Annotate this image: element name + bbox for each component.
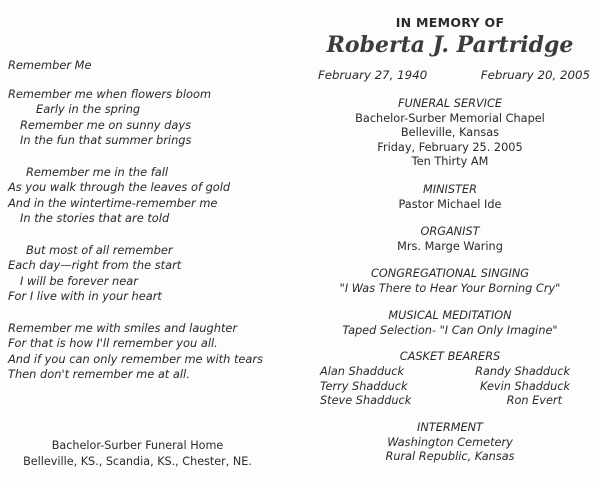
poem-line: Early in the spring [36,102,141,117]
meditation-selection: Taped Selection- "I Can Only Imagine" [342,323,558,337]
poem-line: In the stories that are told [20,211,170,226]
poem-stanza [8,87,298,149]
poem-line: For that is how I'll remember you all. [8,336,218,351]
poem-line: Remember me when flowers bloom [8,86,212,101]
deceased-name: Roberta J. Partridge [326,32,574,58]
poem-line: For I live with in your heart [8,289,162,304]
program [300,0,600,488]
poem-line: Each day—right from the start [8,258,182,273]
section-label: CASKET BEARERS [399,350,501,363]
bearer-name: Ron Evert [506,394,562,408]
bearer-name: Steve Shadduck [320,394,412,408]
life-dates [318,68,590,82]
organist-section [300,225,600,254]
section-label: INTERMENT [417,421,483,434]
minister-name: Pastor Michael Ide [398,197,502,211]
song-title: "I Was There to Hear Your Borning Cry" [339,281,561,295]
poem-line: And if you can only remember me with tears [8,351,264,366]
casket-bearers-list [320,365,570,409]
poem [8,58,298,398]
section-label: MINISTER [423,183,477,196]
casket-bearers-section [300,350,600,365]
bearer-row [320,365,570,380]
poem-line: I will be forever near [20,273,138,288]
service-time: Ten Thirty AM [411,155,489,169]
poem-line: But most of all remember [26,242,173,257]
poem-stanza [8,165,298,227]
poem-line: As you walk through the leaves of gold [8,180,231,195]
interment-location: Rural Republic, Kansas [385,450,515,464]
funeral-home-name: Bachelor-Surber Funeral Home [51,439,224,452]
poem-line: Remember me on sunny days [20,117,192,132]
service-city: Belleville, Kansas [400,126,500,140]
singing-section [300,267,600,296]
interment-place: Washington Cemetery [387,435,513,449]
poem-line: Remember me with smiles and laughter [8,320,238,335]
death-date: February 20, 2005 [480,68,590,82]
memory-heading: IN MEMORY OF [395,15,505,30]
bearer-row [320,380,570,395]
birth-date: February 27, 1940 [318,68,428,82]
funeral-service-section [300,97,600,170]
poem-stanza [8,243,298,305]
poem-line: Remember me in the fall [26,164,169,179]
section-label: MUSICAL MEDITATION [388,309,512,322]
section-label: FUNERAL SERVICE [397,97,503,110]
bearer-name: Kevin Shadduck [479,379,570,393]
poem-line: And in the wintertime-remember me [8,195,218,210]
funeral-home-locations: Belleville, KS., Scandia, KS., Chester, NE. [23,455,252,468]
bearer-name: Randy Shadduck [475,365,570,378]
poem-line: Then don't remember me at all. [8,367,190,382]
interment-section [300,421,600,465]
section-label: CONGREGATIONAL SINGING [370,267,530,280]
poem-title: Remember Me [8,58,92,72]
funeral-home [0,438,275,470]
minister-section [300,183,600,212]
service-date: Friday, February 25. 2005 [377,140,523,154]
organist-name: Mrs. Marge Waring [397,239,503,253]
meditation-section [300,309,600,338]
section-label: ORGANIST [420,225,480,238]
bearer-name: Alan Shadduck [320,365,405,378]
bearer-row [320,394,570,409]
service-place: Bachelor-Surber Memorial Chapel [355,111,545,125]
bearer-name: Terry Shadduck [320,379,408,393]
poem-stanza [8,321,298,383]
poem-line: In the fun that summer brings [20,133,192,148]
